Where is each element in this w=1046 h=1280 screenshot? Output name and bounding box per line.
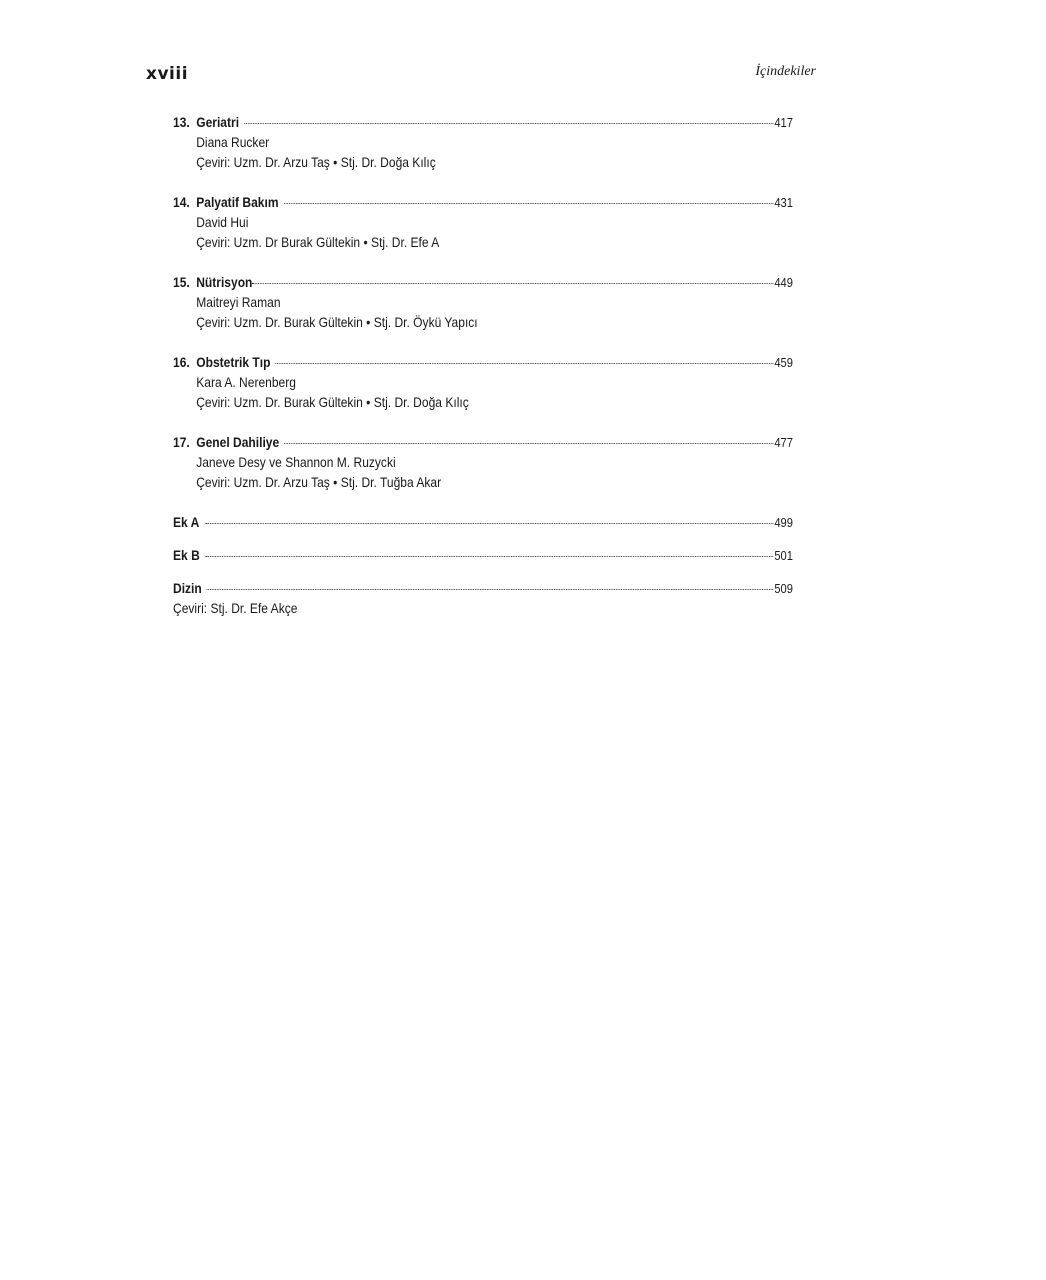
appendix-title: Ek B (173, 547, 200, 563)
appendix-title: Ek A (173, 514, 200, 530)
toc-entry-heading (173, 545, 793, 565)
dot-leader (205, 523, 773, 524)
index-translators: Çeviri: Stj. Dr. Efe Akçe (173, 600, 298, 616)
index-title: Dizin (173, 580, 202, 596)
chapter-author: Maitreyi Raman (196, 294, 281, 310)
toc-entry-heading (173, 192, 793, 212)
toc-entry-heading (173, 578, 793, 598)
toc-entry-chapter-15 (173, 272, 793, 332)
chapter-title: Obstetrik Tıp (196, 354, 271, 370)
chapter-translators: Çeviri: Uzm. Dr. Burak Gültekin • Stj. Dr. Doğa Kılıç (196, 394, 469, 410)
table-of-contents (173, 112, 793, 618)
chapter-translators: Çeviri: Uzm. Dr. Burak Gültekin • Stj. Dr. Öykü Yapıcı (196, 314, 478, 330)
dot-leader (244, 123, 773, 124)
page-reference: 501 (774, 548, 793, 563)
chapter-number: 15. (173, 274, 190, 290)
chapter-title: Geriatri (196, 114, 240, 130)
toc-entry-chapter-13 (173, 112, 793, 172)
page-number: xviii (146, 64, 189, 84)
page-reference: 449 (774, 275, 793, 290)
page-reference: 431 (774, 195, 793, 210)
toc-entry-chapter-17 (173, 432, 793, 492)
running-head: İçindekiler (755, 64, 816, 79)
chapter-number: 17. (173, 434, 190, 450)
page-reference: 459 (774, 355, 793, 370)
toc-entry-appendix-b (173, 545, 793, 565)
dot-leader (206, 556, 774, 557)
chapter-translators: Çeviri: Uzm. Dr. Arzu Taş • Stj. Dr. Tuğba Akar (196, 474, 442, 490)
page-reference: 499 (774, 515, 793, 530)
toc-entry-heading (173, 112, 793, 132)
dot-leader (252, 283, 773, 284)
toc-entry-heading (173, 352, 793, 372)
chapter-number: 14. (173, 194, 190, 210)
page-reference: 417 (774, 115, 793, 130)
chapter-number: 13. (173, 114, 190, 130)
dot-leader (207, 589, 774, 590)
chapter-title: Nütrisyon (196, 274, 253, 290)
page-reference: 477 (774, 435, 793, 450)
chapter-translators: Çeviri: Uzm. Dr Burak Gültekin • Stj. Dr. Efe A (196, 234, 440, 250)
chapter-author: Diana Rucker (196, 134, 270, 150)
page-reference: 509 (774, 581, 793, 596)
toc-entry-appendix-a (173, 512, 793, 532)
dot-leader (284, 203, 774, 204)
chapter-number: 16. (173, 354, 190, 370)
chapter-author: David Hui (196, 214, 249, 230)
toc-entry-heading (173, 512, 793, 532)
toc-entry-heading (173, 432, 793, 452)
dot-leader (284, 443, 773, 444)
toc-entry-chapter-16 (173, 352, 793, 412)
chapter-translators: Çeviri: Uzm. Dr. Arzu Taş • Stj. Dr. Doğa Kılıç (196, 154, 436, 170)
chapter-title: Palyatif Bakım (196, 194, 279, 210)
toc-entry-index (173, 578, 793, 618)
chapter-author: Janeve Desy ve Shannon M. Ruzycki (196, 454, 396, 470)
chapter-author: Kara A. Nerenberg (196, 374, 296, 390)
toc-entry-heading (173, 272, 793, 292)
toc-entry-chapter-14 (173, 192, 793, 252)
dot-leader (276, 363, 774, 364)
chapter-title: Genel Dahiliye (196, 434, 280, 450)
